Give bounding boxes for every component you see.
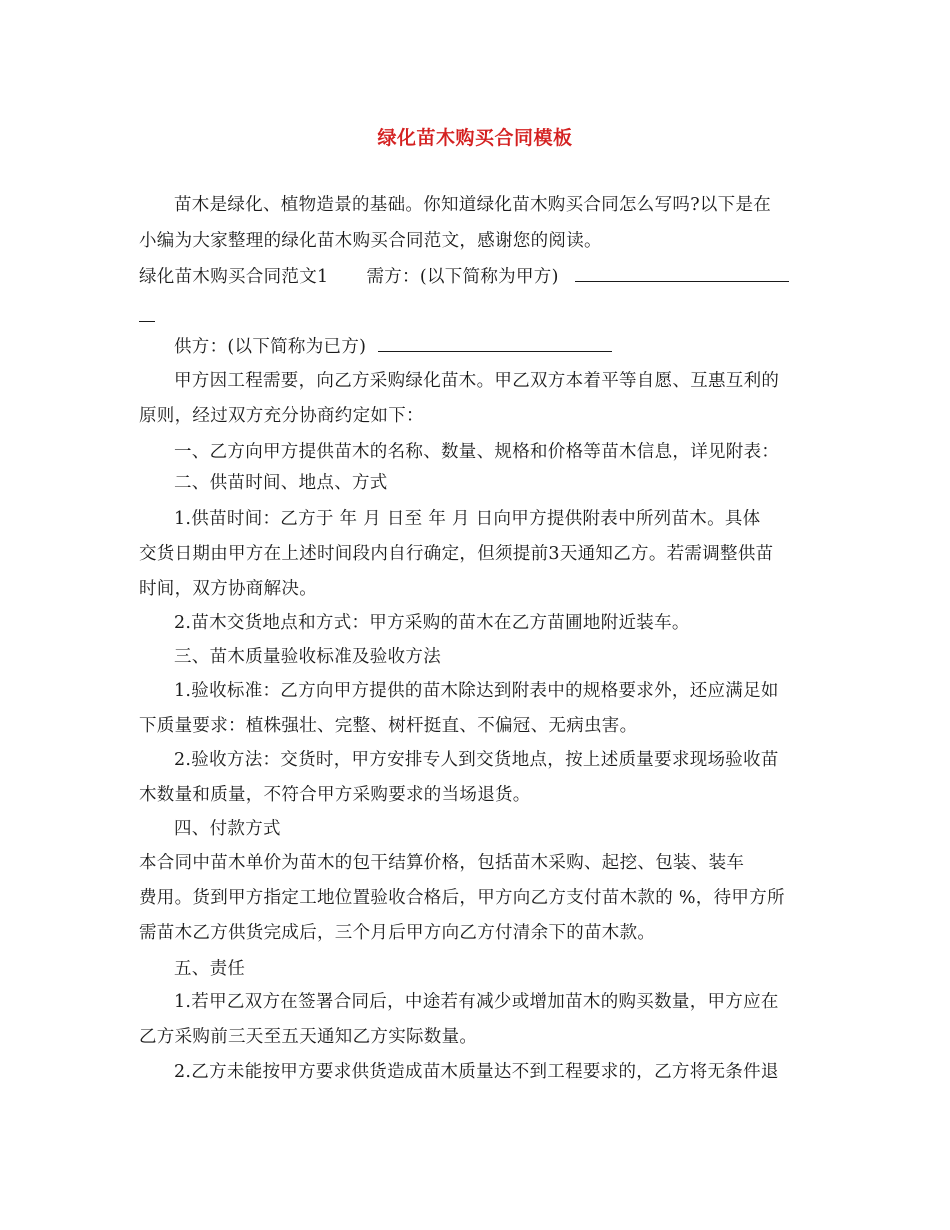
para-line: 木数量和质量，不符合甲方采购要求的当场退货。 xyxy=(139,785,531,805)
supplier-blank xyxy=(378,336,612,352)
para-line: 时间，双方协商解决。 xyxy=(139,579,317,599)
section-4-heading: 四、付款方式 xyxy=(174,819,281,839)
section-1-heading: 一、乙方向甲方提供苗木的名称、数量、规格和价格等苗木信息，详见附表： xyxy=(174,442,780,462)
buyer-blank xyxy=(575,266,789,282)
para-line: 交货日期由甲方在上述时间段内自行确定，但须提前3天通知乙方。若需调整供苗 xyxy=(139,544,774,564)
buyer-blank-continuation xyxy=(139,305,155,329)
para-line: 1.验收标准：乙方向甲方提供的苗木除达到附表中的规格要求外，还应满足如 xyxy=(174,681,779,701)
para-line: 本合同中苗木单价为苗木的包干结算价格，包括苗木采购、起挖、包装、装车 xyxy=(139,853,745,873)
para-line: 乙方采购前三天至五天通知乙方实际数量。 xyxy=(139,1027,478,1047)
para-line: 甲方因工程需要，向乙方采购绿化苗木。甲乙双方本着平等自愿、互惠互利的 xyxy=(174,371,780,391)
section-5-heading: 五、责任 xyxy=(174,959,246,979)
supplier-label: 供方：(以下简称为已方) xyxy=(174,337,367,357)
para-line: 需苗木乙方供货完成后，三个月后甲方向乙方付清余下的苗木款。 xyxy=(139,923,656,943)
para-line: 原则，经过双方充分协商约定如下： xyxy=(139,406,424,426)
section-3-heading: 三、苗木质量验收标准及验收方法 xyxy=(174,647,441,667)
para-line: 2.验收方法：交货时，甲方安排专人到交货地点，按上述质量要求现场验收苗 xyxy=(174,750,779,770)
supplier-line xyxy=(174,335,612,359)
para-line: 1.若甲乙双方在签署合同后，中途若有减少或增加苗木的购买数量，甲方应在 xyxy=(174,992,779,1012)
sample-heading xyxy=(139,265,789,289)
buyer-label: 需方：(以下简称为甲方) xyxy=(366,267,559,287)
para-line: 1.供苗时间：乙方于 年 月 日至 年 月 日向甲方提供附表中所列苗木。具体 xyxy=(174,509,761,529)
intro-line-1: 苗木是绿化、植物造景的基础。你知道绿化苗木购买合同怎么写吗?以下是在 xyxy=(174,195,772,215)
section-2-heading: 二、供苗时间、地点、方式 xyxy=(174,473,388,493)
document-title: 绿化苗木购买合同模板 xyxy=(377,127,573,149)
intro-line-2: 小编为大家整理的绿化苗木购买合同范文，感谢您的阅读。 xyxy=(139,231,602,251)
para-line: 下质量要求：植株强壮、完整、树杆挺直、不偏冠、无病虫害。 xyxy=(139,716,638,736)
para-line: 费用。货到甲方指定工地位置验收合格后，甲方向乙方支付苗木款的 %，待甲方所 xyxy=(139,888,785,908)
buyer-blank-tail xyxy=(139,306,155,322)
para-line: 2.乙方未能按甲方要求供货造成苗木质量达不到工程要求的，乙方将无条件退 xyxy=(174,1062,779,1082)
para-line: 2.苗木交货地点和方式：甲方采购的苗木在乙方苗圃地附近装车。 xyxy=(174,613,690,633)
sample-title: 绿化苗木购买合同范文1 xyxy=(139,267,329,287)
